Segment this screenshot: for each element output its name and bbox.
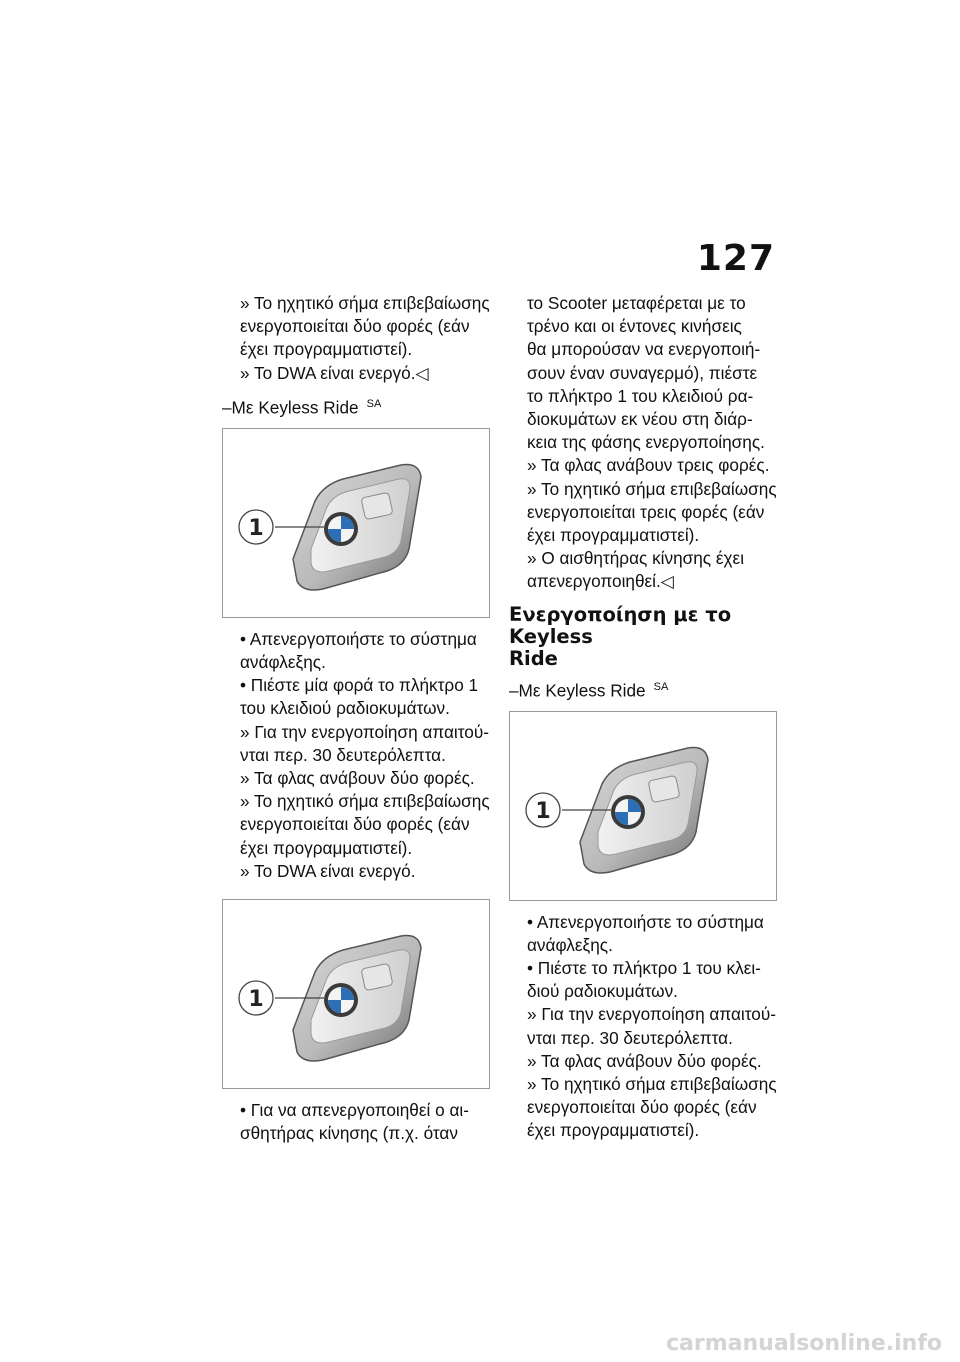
- list-line: • Πιέστε μία φορά το πλήκτρο 1: [240, 675, 479, 696]
- list-line: έχει προγραμματιστεί).: [527, 525, 700, 546]
- list-line: νται περ. 30 δευτερόλεπτα.: [527, 1027, 733, 1048]
- key-fob-figure: [222, 899, 490, 1089]
- list-line: απενεργοποιηθεί.◁: [527, 571, 674, 592]
- list-line: κεια της φάσης ενεργοποίησης.: [527, 432, 765, 453]
- list-line: • Απενεργοποιήστε το σύστημα: [527, 911, 764, 932]
- list-line: ενεργοποιείται δύο φορές (εάν: [240, 814, 470, 835]
- list-line: » Τα φλας ανάβουν δύο φορές.: [527, 1050, 762, 1071]
- list-line: ενεργοποιείται δύο φορές (εάν: [527, 1097, 757, 1118]
- callout-label: 1: [248, 515, 264, 541]
- page-number: 127: [696, 238, 775, 279]
- list-line: ενεργοποιείται δύο φορές (εάν: [240, 316, 470, 337]
- intro-list: [222, 292, 494, 385]
- steps-list: [509, 292, 781, 594]
- list-line: » Τα φλας ανάβουν δύο φορές.: [240, 767, 475, 788]
- key-fob-figure: [509, 711, 777, 901]
- list-line: » Το ηχητικό σήμα επιβεβαίωσης: [240, 293, 490, 313]
- right-column: [509, 292, 781, 1143]
- list-line: ενεργοποιείται τρεις φορές (εάν: [527, 501, 765, 522]
- steps-list: [222, 1099, 494, 1145]
- list-line: » Για την ενεργοποίηση απαιτού-: [240, 721, 489, 742]
- key-fob-illustration: [223, 429, 489, 617]
- list-line: διού ραδιοκυμάτων.: [527, 981, 678, 1002]
- list-line: ανάφλεξης.: [240, 651, 326, 672]
- list-line: σουν έναν συναγερμό), πιέστε: [527, 362, 758, 383]
- list-line: » Για την ενεργοποίηση απαιτού-: [527, 1004, 776, 1025]
- list-line: διοκυμάτων εκ νέου στη διάρ-: [527, 409, 753, 430]
- key-fob-illustration: [223, 900, 489, 1088]
- list-line: » Το ηχητικό σήμα επιβεβαίωσης: [240, 791, 490, 812]
- list-line: » Τα φλας ανάβουν τρεις φορές.: [527, 455, 770, 476]
- list-line: » Το DWA είναι ενεργό.◁: [240, 362, 429, 383]
- list-line: θα μπορούσαν να ενεργοποιή-: [527, 339, 761, 360]
- key-fob-illustration: [510, 712, 776, 900]
- list-line: τρένο και οι έντονες κινήσεις: [527, 316, 742, 337]
- list-line: • Πιέστε το πλήκτρο 1 του κλει-: [527, 957, 761, 978]
- list-line: νται περ. 30 δευτερόλεπτα.: [240, 744, 446, 765]
- key-fob-figure: [222, 428, 490, 618]
- list-line: • Απενεργοποιήστε το σύστημα: [240, 628, 477, 649]
- callout-label: 1: [248, 986, 264, 1012]
- list-line: το Scooter μεταφέρεται με το: [527, 293, 746, 313]
- steps-list: [222, 628, 494, 883]
- watermark-link[interactable]: carmanualsonline.info: [666, 1331, 942, 1356]
- condition-keyless-ride: –Με Keyless Ride $^{SA}$: [222, 397, 382, 418]
- list-line: το πλήκτρο 1 του κλειδιού ρα-: [527, 385, 754, 406]
- list-line: του κλειδιού ραδιοκυμάτων.: [240, 698, 450, 719]
- left-column: [222, 292, 494, 1145]
- list-line: » Το DWA είναι ενεργό.: [240, 860, 416, 881]
- list-line: » Το ηχητικό σήμα επιβεβαίωσης: [527, 1074, 777, 1094]
- list-line: σθητήρας κίνησης (π.χ. όταν: [240, 1123, 458, 1144]
- list-line: έχει προγραμματιστεί).: [240, 339, 413, 360]
- list-line: έχει προγραμματιστεί).: [240, 837, 413, 858]
- list-line: ανάφλεξης.: [527, 934, 613, 955]
- list-line: • Για να απενεργοποιηθεί ο αι-: [240, 1099, 469, 1120]
- steps-list: [509, 911, 781, 1143]
- condition-keyless-ride: –Με Keyless Ride $^{SA}$: [509, 680, 669, 701]
- list-line: » Ο αισθητήρας κίνησης έχει: [527, 548, 745, 569]
- list-line: έχει προγραμματιστεί).: [527, 1120, 700, 1141]
- section-heading: Ενεργοποίηση με το Keyless Ride: [509, 602, 732, 670]
- list-line: » Το ηχητικό σήμα επιβεβαίωσης: [527, 478, 777, 499]
- callout-label: 1: [535, 798, 551, 824]
